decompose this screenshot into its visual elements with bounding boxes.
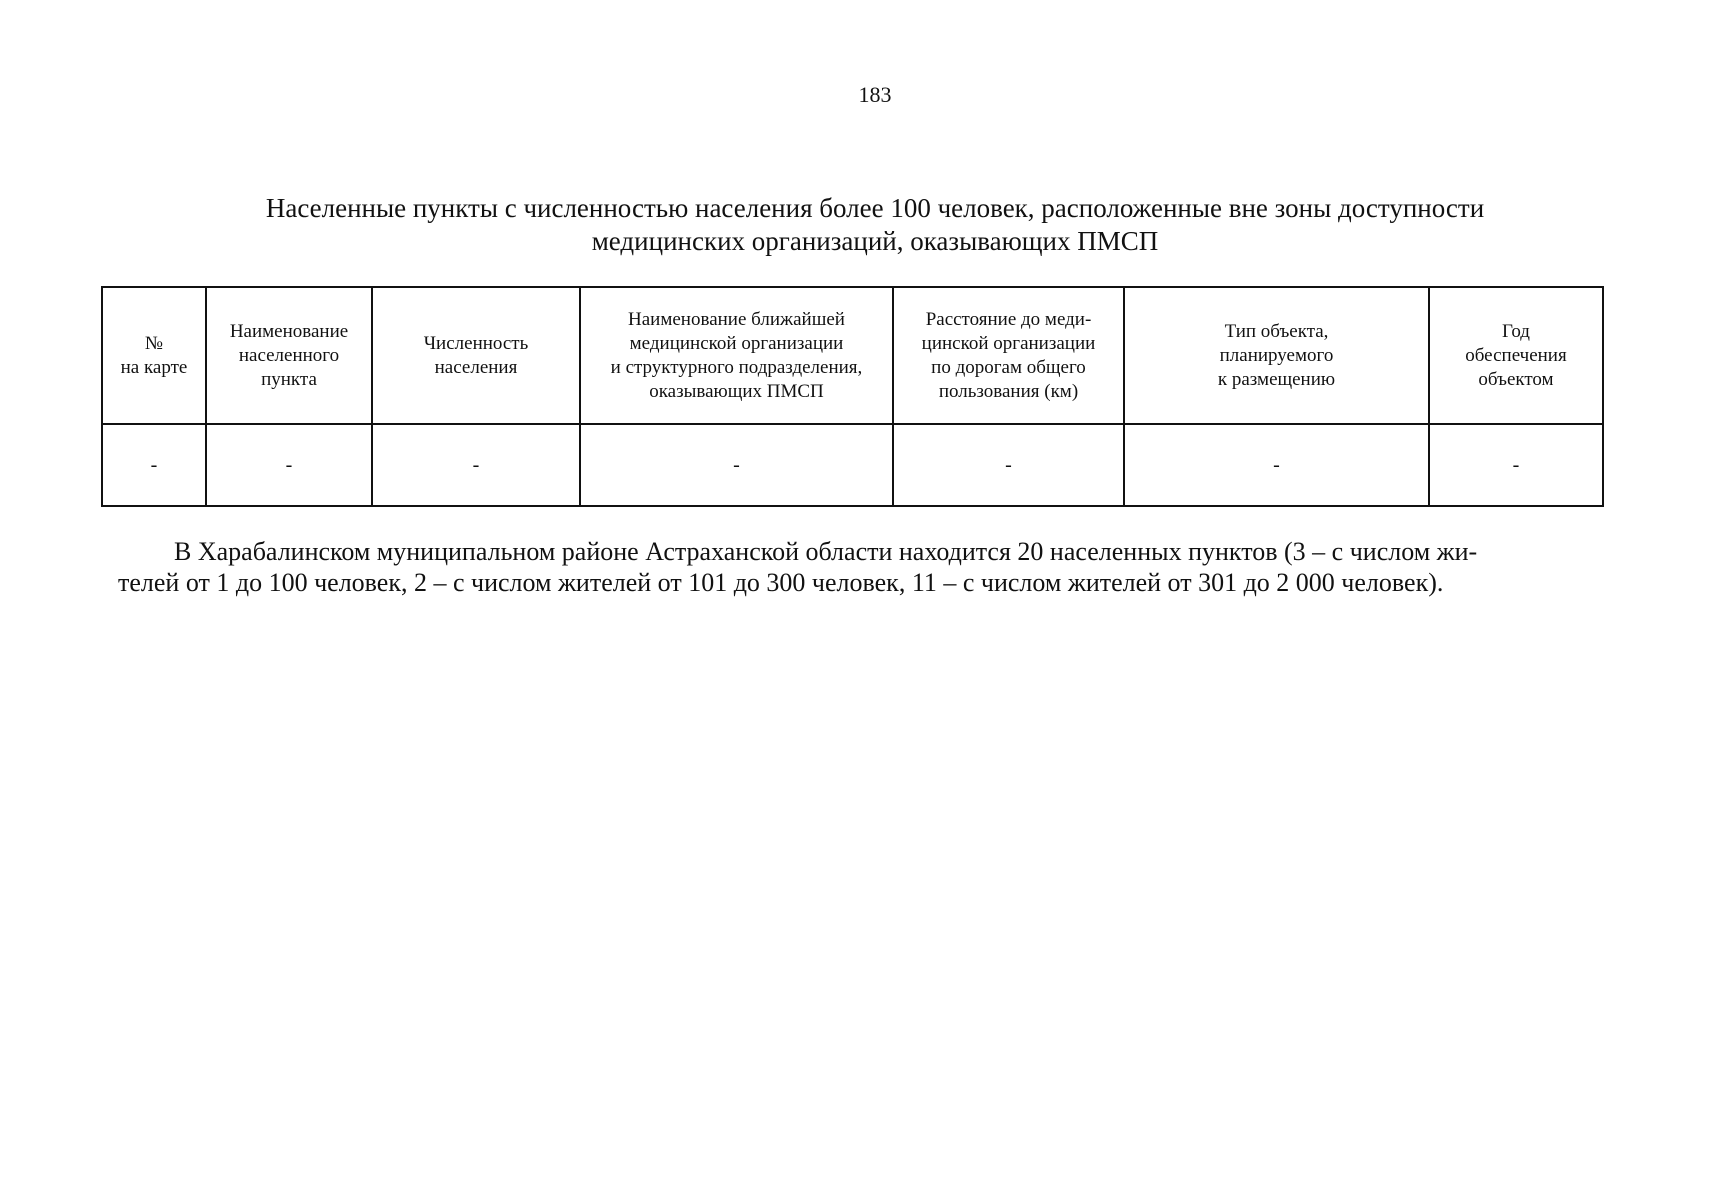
header-nearest-medical-organization bbox=[580, 287, 893, 424]
table-row bbox=[102, 424, 1603, 506]
header-line: населения bbox=[434, 356, 518, 378]
header-line: на карте bbox=[120, 356, 188, 378]
header-line: планируемого bbox=[1219, 344, 1334, 366]
header-line: № bbox=[144, 332, 164, 354]
header-line: Тип объекта, bbox=[1224, 320, 1329, 342]
header-map-number bbox=[102, 287, 206, 424]
header-line: пользования (км) bbox=[938, 380, 1079, 402]
header-line: Наименование bbox=[229, 320, 349, 342]
page-number: 183 bbox=[858, 82, 892, 107]
table-cell: - bbox=[1124, 424, 1429, 506]
header-line: к размещению bbox=[1217, 368, 1336, 390]
table-cell: - bbox=[206, 424, 372, 506]
header-line: и структурного подразделения, bbox=[610, 356, 863, 378]
table-title-line-1: Населенные пункты с численностью населения более 100 человек, расположенные вне зоны доступности bbox=[265, 193, 1485, 223]
header-line: медицинской организации bbox=[629, 332, 844, 354]
header-provision-year bbox=[1429, 287, 1603, 424]
header-line: цинской организации bbox=[921, 332, 1096, 354]
table-cell: - bbox=[893, 424, 1124, 506]
table-title-line-2: медицинских организаций, оказывающих ПМСП bbox=[591, 226, 1159, 256]
table-cell: - bbox=[102, 424, 206, 506]
header-line: оказывающих ПМСП bbox=[649, 380, 824, 402]
table-cell: - bbox=[372, 424, 580, 506]
header-line: обеспечения bbox=[1465, 344, 1567, 366]
header-settlement-name bbox=[206, 287, 372, 424]
table-title bbox=[230, 192, 1520, 258]
header-line: Наименование ближайшей bbox=[628, 308, 845, 330]
table-cell: - bbox=[1429, 424, 1603, 506]
paragraph-line-2: телей от 1 до 100 человек, 2 – с числом жителей от 101 до 300 человек, 11 – с числом жителей от 301 до 2 000 человек). bbox=[118, 568, 1444, 597]
header-distance-km bbox=[893, 287, 1124, 424]
header-line: объектом bbox=[1478, 368, 1554, 390]
settlements-table bbox=[101, 286, 1604, 507]
header-line: населенного bbox=[238, 344, 340, 366]
header-line: пункта bbox=[261, 368, 317, 390]
header-line: Численность bbox=[423, 332, 529, 354]
district-summary-paragraph bbox=[118, 536, 1584, 598]
header-line: Год bbox=[1502, 320, 1530, 342]
paragraph-line-1: В Харабалинском муниципальном районе Астраханской области находится 20 населенных пунктов (3 – с числом жи- bbox=[174, 537, 1478, 566]
table-cell: - bbox=[580, 424, 893, 506]
header-object-type bbox=[1124, 287, 1429, 424]
header-line: по дорогам общего bbox=[931, 356, 1086, 378]
table-header-row bbox=[102, 287, 1603, 424]
header-population bbox=[372, 287, 580, 424]
header-line: Расстояние до меди- bbox=[925, 308, 1092, 330]
